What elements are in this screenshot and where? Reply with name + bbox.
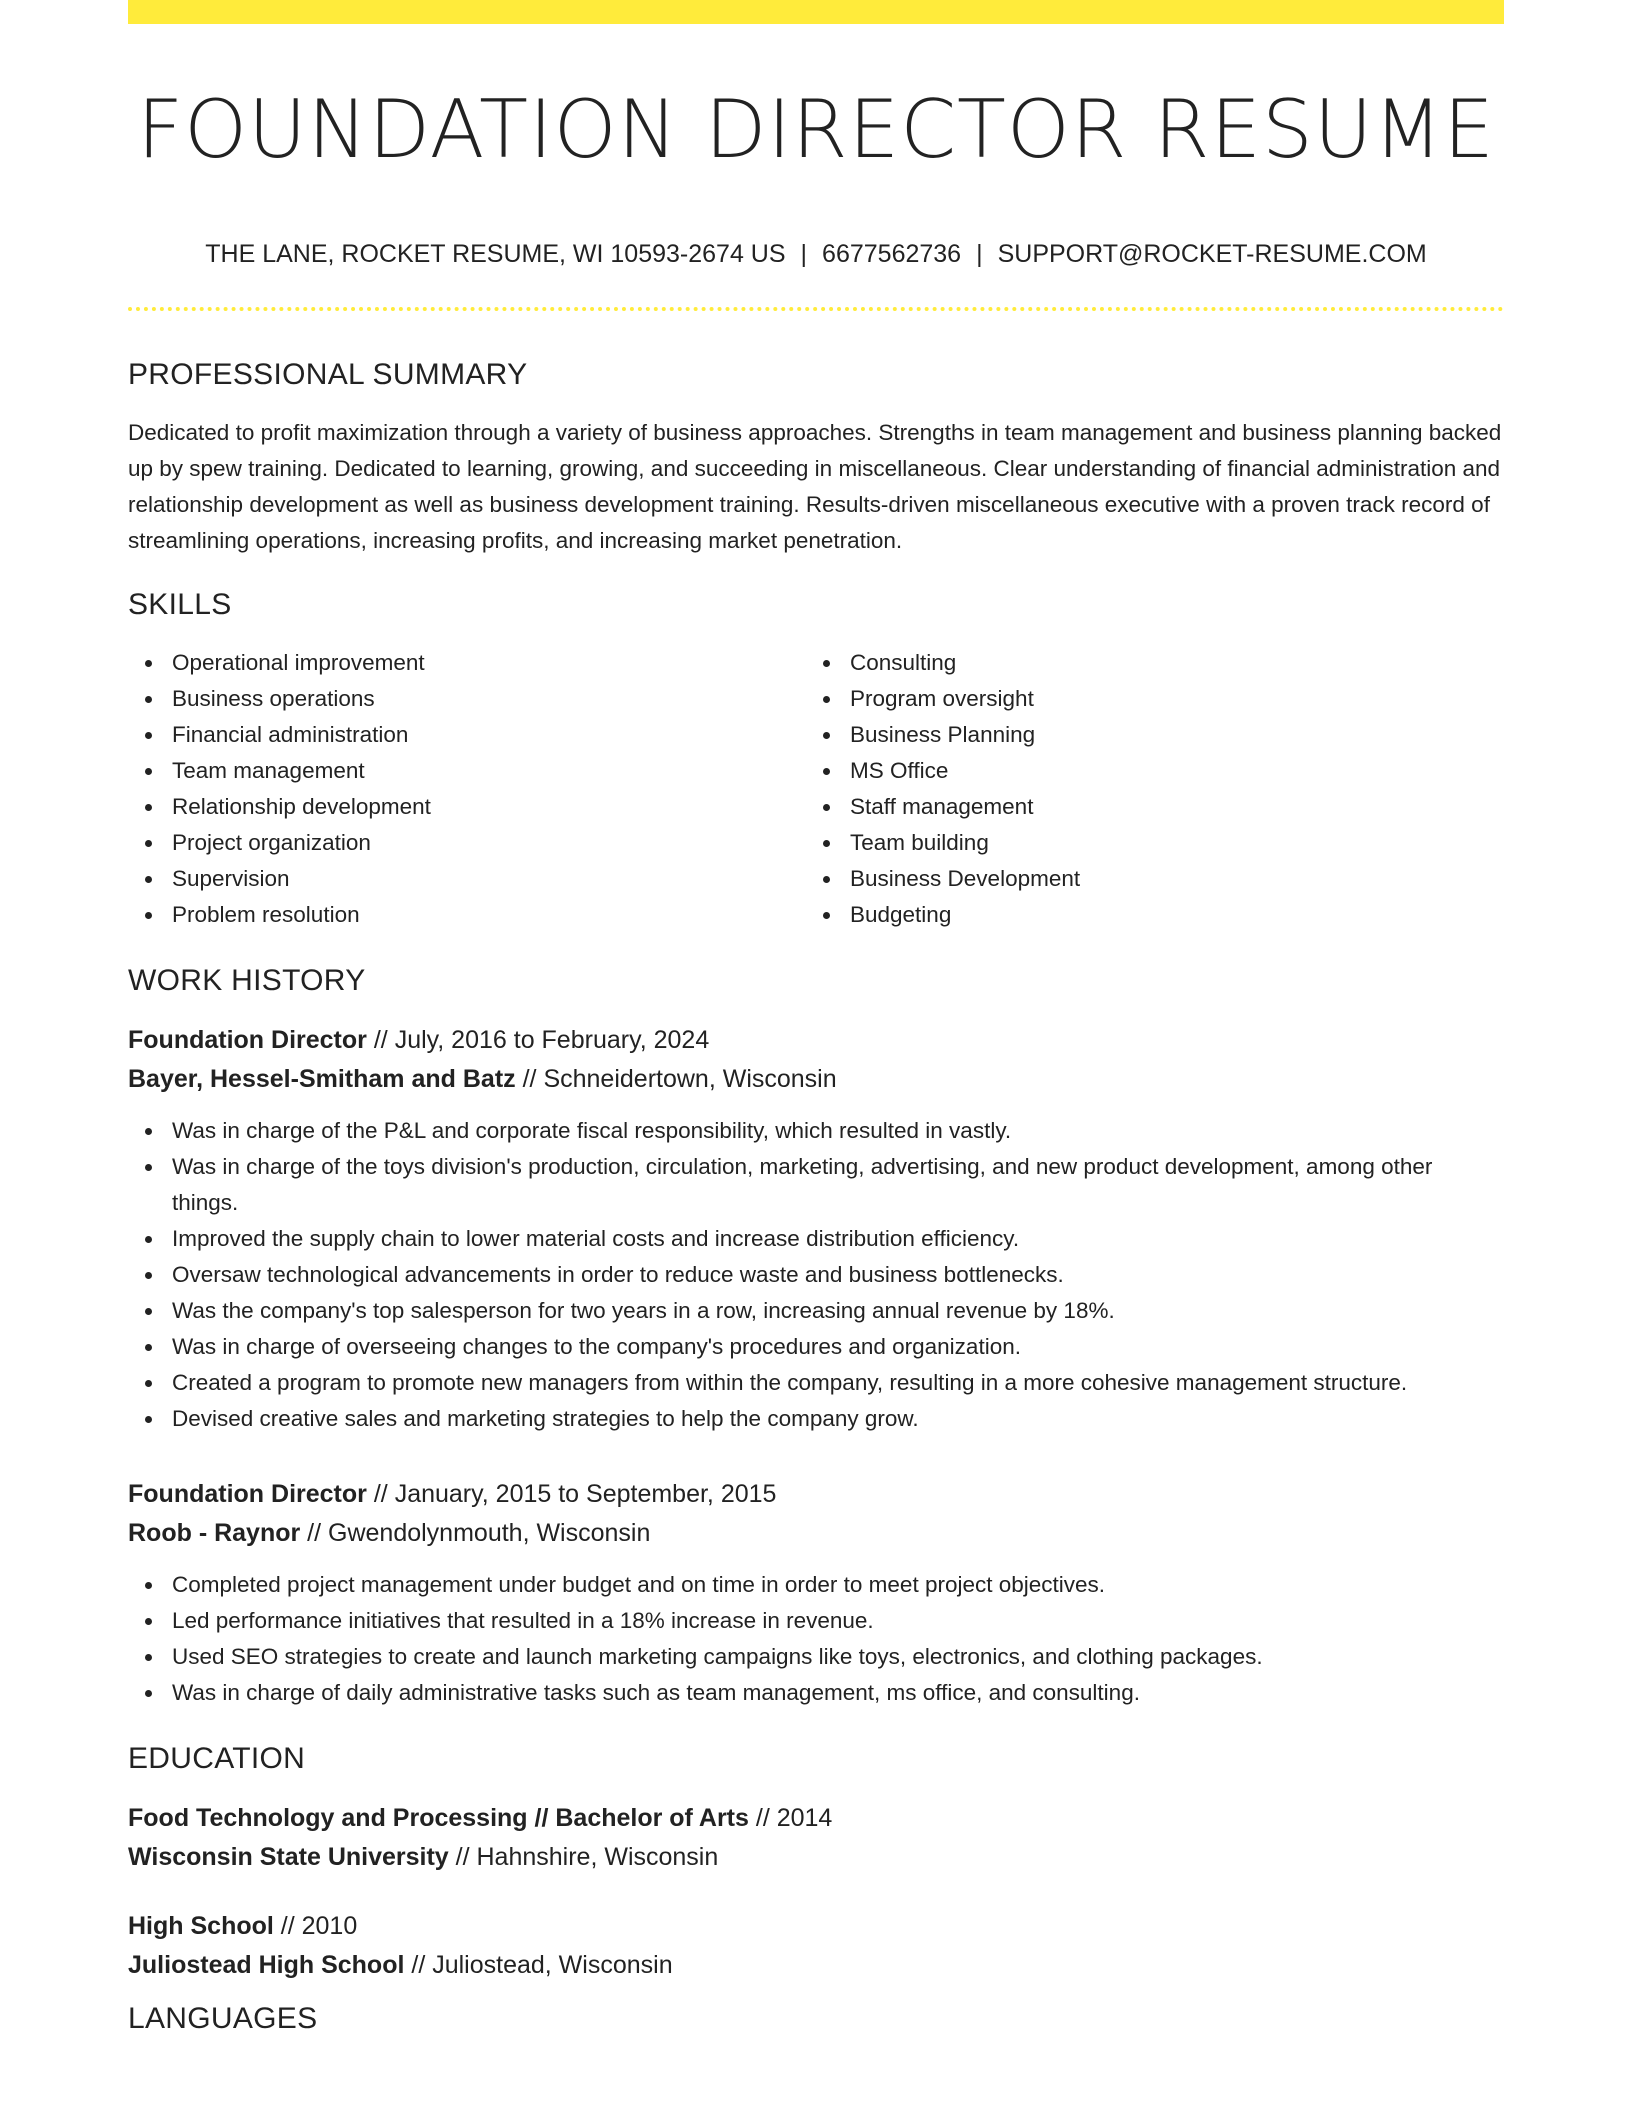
skill-item: Program oversight [850,681,1504,717]
skills-column-right [806,645,1504,933]
education-year: 2010 [301,1912,358,1940]
skill-item: Team management [172,753,806,789]
job-title: Foundation Director [128,1480,367,1508]
job-duty: Oversaw technological advancements in order to reduce waste and business bottlenecks. [172,1257,1504,1293]
contact-separator: | [800,240,808,268]
resume-page [128,0,1504,2112]
education-degree: Food Technology and Processing // Bachelor of Arts [128,1804,749,1832]
education-school-line [128,1946,1504,1985]
resume-content [128,355,1504,2059]
resume-title: FOUNDATION DIRECTOR RESUME [137,83,1495,176]
job-duty: Was in charge of the toys division's production, circulation, marketing, advertising, and new product development, among other things. [172,1149,1504,1221]
skill-item: Budgeting [850,897,1504,933]
line-separator: // [748,1804,777,1832]
education-location: Hahnshire, Wisconsin [476,1843,719,1871]
education-school: Juliostead High School [128,1951,405,1979]
skill-item: Operational improvement [172,645,806,681]
job-location: Schneidertown, Wisconsin [543,1065,837,1093]
education-heading: EDUCATION [128,1742,306,1775]
education-year: 2014 [776,1804,833,1832]
line-separator: // [300,1519,329,1547]
work-history-heading: WORK HISTORY [128,964,366,997]
job-duty: Improved the supply chain to lower material costs and increase distribution efficiency. [172,1221,1504,1257]
skill-item: Business Planning [850,717,1504,753]
skill-item: Staff management [850,789,1504,825]
skill-item: Consulting [850,645,1504,681]
job-entry [128,1475,1504,1711]
accent-bar [128,0,1504,24]
job-dates: July, 2016 to February, 2024 [394,1026,710,1054]
skills-heading: SKILLS [128,588,232,621]
job-duty: Was in charge of the P&L and corporate fiscal responsibility, which resulted in vastly. [172,1113,1504,1149]
job-title-line [128,1021,1504,1060]
job-duty: Was in charge of daily administrative tasks such as team management, ms office, and consulting. [172,1675,1504,1711]
education-location: Juliostead, Wisconsin [432,1951,673,1979]
job-company-line [128,1060,1504,1099]
job-title-line [128,1475,1504,1514]
job-duty: Devised creative sales and marketing strategies to help the company grow. [172,1401,1504,1437]
job-duties [128,1567,1504,1711]
job-duty: Was the company's top salesperson for two years in a row, increasing annual revenue by 18%. [172,1293,1504,1329]
job-duty: Was in charge of overseeing changes to the company's procedures and organization. [172,1329,1504,1365]
languages-heading: LANGUAGES [128,2002,318,2035]
contact-separator: | [976,240,983,268]
job-title: Foundation Director [128,1026,367,1054]
job-dates: January, 2015 to September, 2015 [394,1480,777,1508]
job-company-line [128,1514,1504,1553]
skill-item: Problem resolution [172,897,806,933]
skill-item: Business Development [850,861,1504,897]
line-separator: // [366,1480,395,1508]
skill-item: Financial administration [172,717,806,753]
job-duty: Used SEO strategies to create and launch marketing campaigns like toys, electronics, and clothing packages. [172,1639,1504,1675]
skill-item: MS Office [850,753,1504,789]
line-separator: // [273,1912,302,1940]
job-company: Bayer, Hessel-Smitham and Batz [128,1065,516,1093]
education-degree-line [128,1799,1504,1838]
contact-email: SUPPORT@ROCKET-RESUME.COM [997,240,1427,268]
line-separator: // [366,1026,395,1054]
job-duty: Created a program to promote new managers from within the company, resulting in a more cohesive management structure. [172,1365,1504,1401]
education-school-line [128,1838,1504,1877]
summary-heading: PROFESSIONAL SUMMARY [128,358,528,391]
education-school: Wisconsin State University [128,1843,449,1871]
job-duty: Led performance initiatives that resulted in a 18% increase in revenue. [172,1603,1504,1639]
job-duty: Completed project management under budget and on time in order to meet project objectives. [172,1567,1504,1603]
line-separator: // [515,1065,544,1093]
line-separator: // [448,1843,477,1871]
skills-grid [128,645,1504,933]
skill-item: Team building [850,825,1504,861]
summary-text: Dedicated to profit maximization through a variety of business approaches. Strengths in team management and business planning backed up by spew training. Dedicated to learning, growing, and succeeding in miscellaneous. Clear understanding of financial administration and relationship development as well as business development training. Results-driven miscellaneous executive with a proven track record of streamlining operations, increasing profits, and increasing market penetration. [128,420,1502,553]
contact-line [128,236,1504,272]
education-degree-line [128,1907,1504,1946]
education-entry [128,1799,1504,1877]
skill-item: Supervision [172,861,806,897]
job-entry [128,1021,1504,1437]
contact-phone: 6677562736 [822,240,962,268]
skills-column-left [128,645,806,933]
job-location: Gwendolynmouth, Wisconsin [328,1519,651,1547]
education-entry [128,1907,1504,1985]
contact-address: THE LANE, ROCKET RESUME, WI 10593-2674 US [205,240,786,268]
skill-item: Project organization [172,825,806,861]
header-divider [128,307,1504,311]
skill-item: Relationship development [172,789,806,825]
skill-item: Business operations [172,681,806,717]
education-degree: High School [128,1912,274,1940]
job-duties [128,1113,1504,1437]
job-company: Roob - Raynor [128,1519,301,1547]
line-separator: // [404,1951,433,1979]
